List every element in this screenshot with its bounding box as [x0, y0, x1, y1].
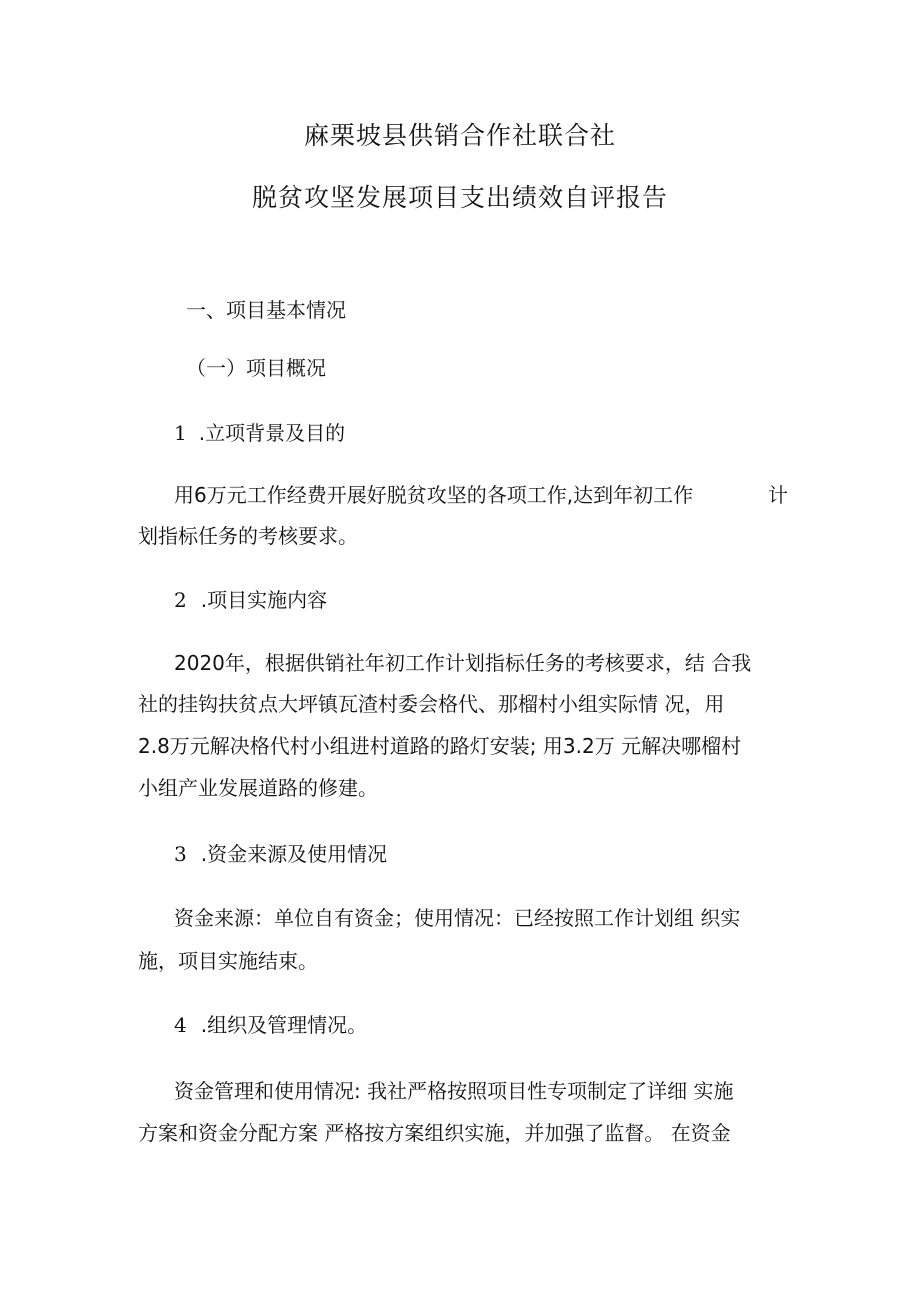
item-3-heading [174, 840, 824, 868]
section-heading-1: 一、项目基本情况 [186, 298, 346, 322]
item-2-paragraph-line-1: 2020年，根据供销社年初工作计划指标任务的考核要求，结 合我 [174, 651, 752, 675]
report-title-line-1: 麻栗坡县供销合作社联合社 [303, 121, 616, 150]
item-4-title: .组织及管理情况。 [200, 1013, 368, 1037]
item-2-heading [174, 586, 824, 614]
item-2-paragraph-line-3: 2.8万元解决格代村小组进村道路的路灯安装; 用3.2万 元解决哪榴村 [138, 734, 742, 758]
item-4-paragraph-line-2: 方案和资金分配方案 严格按方案组织实施，并加强了监督。 在资金 [138, 1121, 731, 1145]
item-1-text-part-a: 用6万元工作经费开展好脱贫攻坚的各项工作,达到年初工作 [174, 483, 694, 507]
item-2-paragraph-line-4: 小组产业发展道路的修建。 [138, 776, 378, 800]
item-4-heading [174, 1011, 824, 1039]
item-3-paragraph-line-2: 施，项目实施结束。 [138, 949, 318, 973]
item-1-text-part-b: 计 [768, 483, 788, 507]
report-title-line-2: 脱贫攻坚发展项目支出绩效自评报告 [251, 183, 668, 212]
item-1-number: 1 [174, 421, 187, 445]
item-4-paragraph-line-1: 资金管理和使用情况: 我社严格按照项目性专项制定了详细 实施 [174, 1079, 734, 1103]
item-2-number: 2 [174, 588, 187, 612]
item-4-number: 4 [174, 1013, 187, 1037]
item-3-paragraph-line-1: 资金来源：单位自有资金；使用情况：已经按照工作计划组 织实 [174, 906, 741, 930]
item-1-heading [174, 419, 824, 447]
item-3-title: .资金来源及使用情况 [200, 842, 388, 866]
subsection-heading-1: （一）项目概况 [186, 356, 326, 380]
item-1-paragraph-line-1 [174, 481, 788, 509]
item-1-paragraph-line-2: 划指标任务的考核要求。 [138, 524, 358, 548]
item-3-number: 3 [174, 842, 187, 866]
item-1-title: .立项背景及目的 [198, 421, 346, 445]
item-2-paragraph-line-2: 社的挂钩扶贫点大坪镇瓦渣村委会格代、那榴村小组实际情 况，用 [138, 692, 725, 716]
item-2-title: .项目实施内容 [200, 588, 328, 612]
